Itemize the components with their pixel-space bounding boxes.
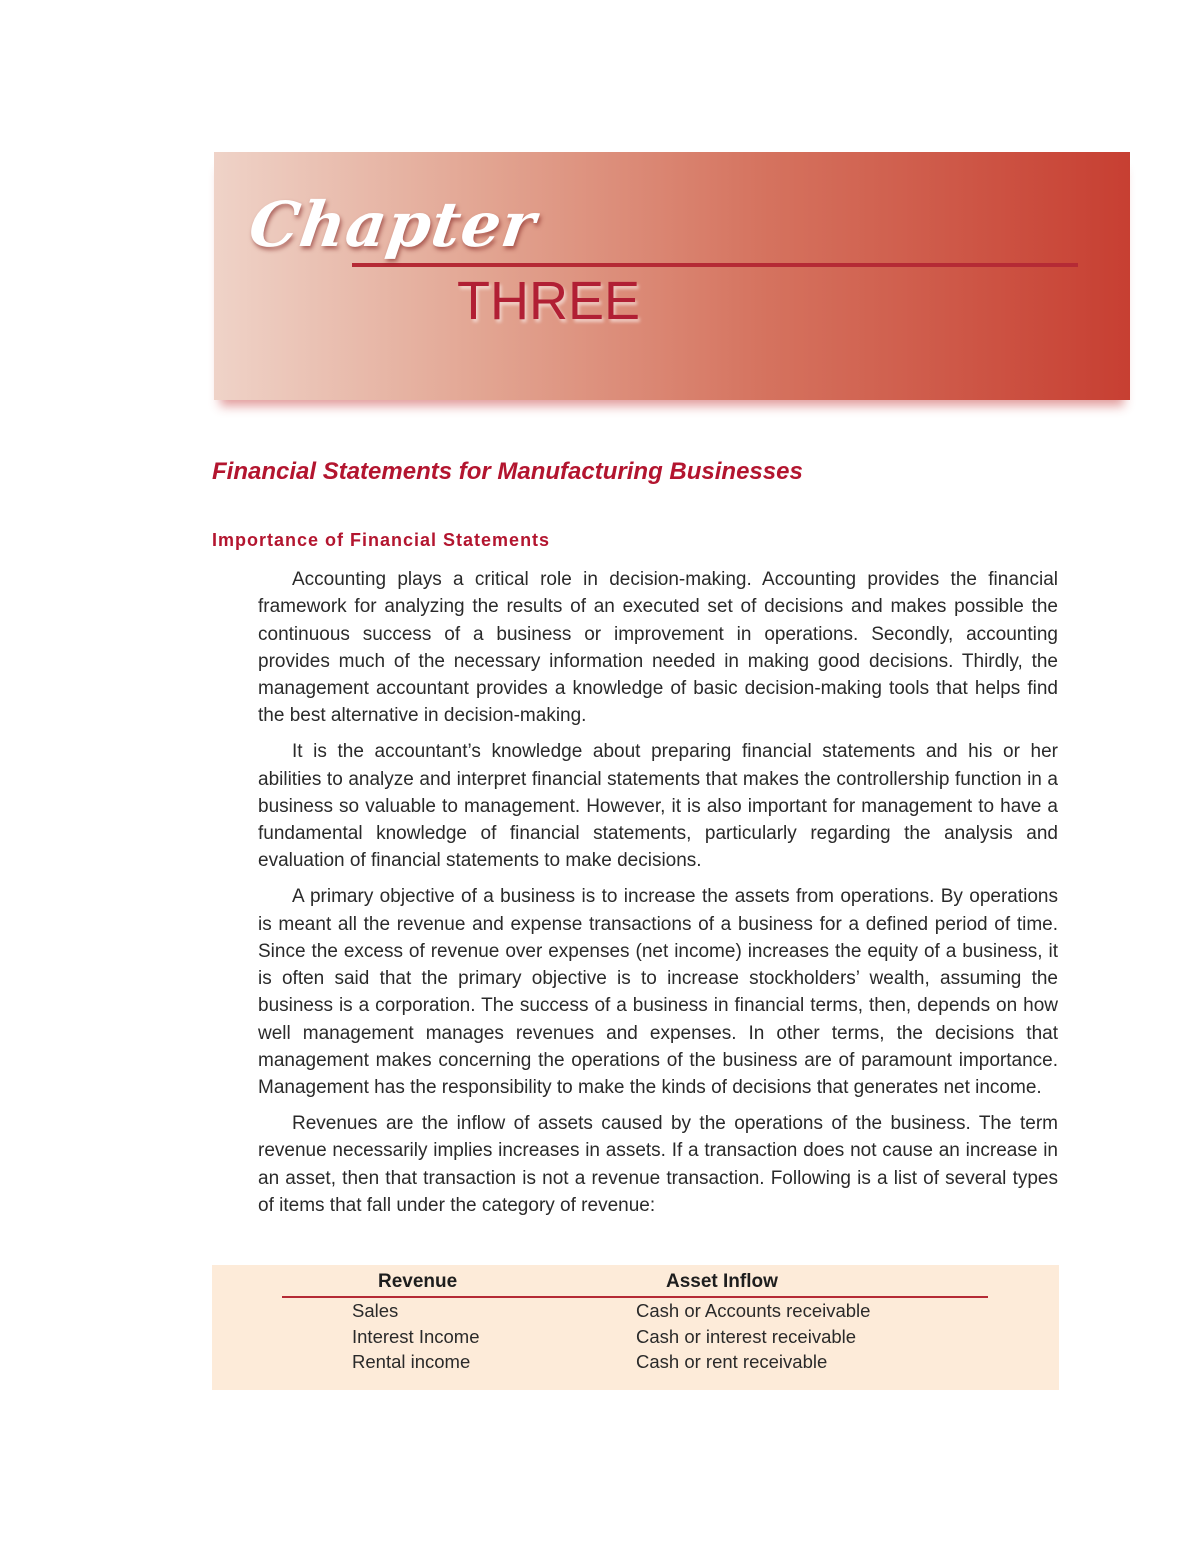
paragraph: It is the accountant’s knowledge about preparing financial statements and his or her abilities to analyze and interpret financial statements that makes the controllership function in a business so valuable to management. However, it is also important for management to have a fundamental knowledge of financial statements, particularly regarding the analysis and evaluation of financial statements to make decisions. [258,741,1058,872]
revenue-cell: Sales [352,1300,399,1321]
table-row [212,1326,1059,1352]
asset-inflow-cell: Cash or Accounts receivable [636,1300,871,1321]
asset-inflow-cell: Cash or interest receivable [636,1325,857,1347]
table-header-rule [282,1296,988,1298]
body-text [258,566,1058,1228]
chapter-number: THREE [457,271,641,331]
banner-rule [352,263,1078,267]
table-row [212,1300,1059,1326]
section-heading: Importance of Financial Statements [212,530,551,550]
page-title: Financial Statements for Manufacturing Businesses [212,458,803,485]
table-row [212,1351,1059,1377]
revenue-cell: Interest Income [352,1325,480,1347]
table-body [212,1300,1059,1377]
paragraph: Revenues are the inflow of assets caused by the operations of the business. The term revenue necessarily implies increases in assets. If a transaction does not cause an increase in an asset, then that transaction is not a revenue transaction. Following is a list of several types of items that fall under the category of revenue: [258,1113,1058,1217]
revenue-cell: Rental income [352,1351,471,1372]
table-header-asset-inflow: Asset Inflow [666,1271,778,1292]
asset-inflow-cell: Cash or rent receivable [636,1351,828,1372]
chapter-word: Chapter [244,188,541,261]
paragraph: Accounting plays a critical role in decision-making. Accounting provides the financial framework for analyzing the results of an executed set of decisions and makes possible the continuous success of a business or improvement in operations. Secondly, accounting provides much of the necessary information needed in making good decisions. Thirdly, the management accountant provides a knowledge of basic decision-making tools that helps find the best alternative in decision-making. [258,569,1058,727]
paragraph: A primary objective of a business is to increase the assets from operations. By operations is meant all the revenue and expense transactions of a business for a defined period of time. Since the excess of revenue over expenses (net income) increases the equity of a business, it is often said that the primary objective is to increase stockholders’ wealth, assuming the business is a corporation. The success of a business in financial terms, then, depends on how well management manages revenues and expenses. In other terms, the decisions that management makes concerning the operations of the business are of paramount importance. Management has the responsibility to make the kinds of decisions that generates net income. [258,886,1058,1099]
revenue-table [212,1265,1059,1390]
table-header-revenue: Revenue [378,1271,458,1292]
